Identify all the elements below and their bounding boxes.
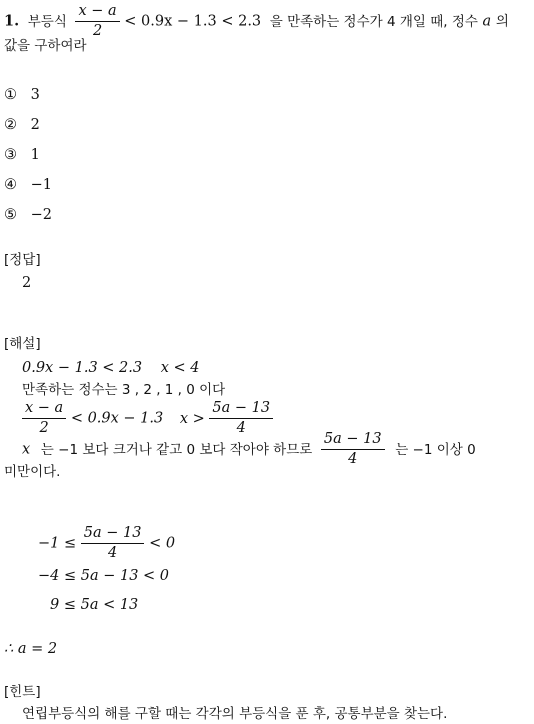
stem-inequality: < 0.9x − 1.3 < 2.3 xyxy=(124,13,262,30)
answer-value: 2 xyxy=(22,275,32,291)
stem-fraction: $\frac{x - a}{2}$ xyxy=(75,4,119,39)
explanation-line3: $\frac{x - a}{2}$ < 0.9x − 1.3 x > $\frac{5a - 13}{4}$ xyxy=(22,401,273,436)
choice-5[interactable] xyxy=(4,208,52,223)
equation-2: −4 ≤ 5a − 13 < 0 xyxy=(38,568,170,584)
frac-5a-13: $\frac{5a - 13}{4}$ xyxy=(209,401,273,436)
choice-value: 1 xyxy=(30,147,40,163)
equation-3: 9 ≤ 5a < 13 xyxy=(50,597,139,613)
problem-stem xyxy=(4,4,509,39)
stem-mid: 을 만족하는 정수가 4 개일 때, 정수 xyxy=(269,13,478,30)
choice-4[interactable] xyxy=(4,178,52,193)
explanation-heading: [해설] xyxy=(4,336,41,352)
stem-prefix: 부등식 xyxy=(27,13,67,30)
frac-x-minus-a: $\frac{x - a}{2}$ xyxy=(22,401,66,436)
choice-value: 2 xyxy=(30,117,40,133)
choice-3[interactable] xyxy=(4,148,40,163)
choice-2[interactable] xyxy=(4,118,40,133)
hint-heading: [힌트] xyxy=(4,684,41,700)
explanation-line2: 만족하는 정수는 3 , 2 , 1 , 0 이다 xyxy=(22,382,226,398)
explanation-line5: 미만이다. xyxy=(4,464,61,480)
explanation-line4: x 는 −1 보다 크거나 같고 0 보다 작아야 하므로 $\frac{5a - 13}{4}$ 는 −1 이상 0 xyxy=(22,431,476,468)
choice-mark: ③ xyxy=(4,147,17,163)
choice-mark: ⑤ xyxy=(4,207,17,223)
choice-1[interactable] xyxy=(4,88,40,103)
stem-suffix: 의 xyxy=(495,13,509,30)
hint-text: 연립부등식의 해를 구할 때는 각각의 부등식을 푼 후, 공통부분을 찾는다. xyxy=(22,706,448,722)
choice-mark: ② xyxy=(4,117,17,133)
choice-mark: ④ xyxy=(4,177,17,193)
answer-heading: [정답] xyxy=(4,252,41,268)
equation-1: −1 ≤ $\frac{5a - 13}{4}$ < 0 xyxy=(38,525,176,562)
choice-value: −2 xyxy=(30,207,52,223)
choice-value: 3 xyxy=(30,87,40,103)
explanation-line1: 0.9x − 1.3 < 2.3 x < 4 xyxy=(22,360,200,376)
frac-5a-13-inline: $\frac{5a - 13}{4}$ xyxy=(321,432,385,467)
stem-line2: 값을 구하여라 xyxy=(4,38,87,54)
conclusion: ∴ a = 2 xyxy=(4,641,58,657)
problem-number: 1. xyxy=(4,12,20,30)
choice-mark: ① xyxy=(4,87,17,103)
choice-value: −1 xyxy=(30,177,52,193)
stem-var-a: a xyxy=(482,13,492,30)
